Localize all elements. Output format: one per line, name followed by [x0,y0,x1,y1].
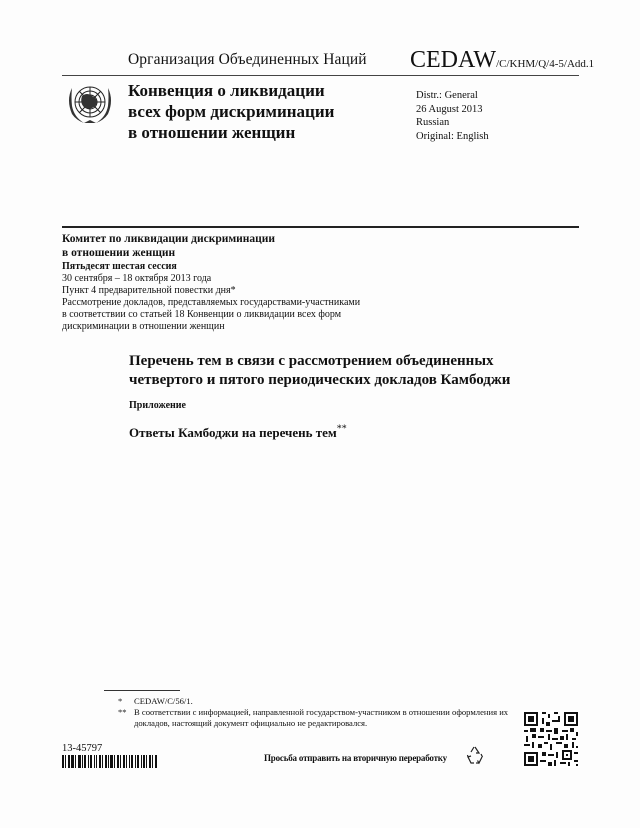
main-title-line: Перечень тем в связи с рассмотрением объединенных [129,353,494,369]
footnote [118,707,518,729]
answers-title-text: Ответы Камбоджи на перечень тем [129,425,337,440]
document-language: Russian [416,117,450,128]
document-symbol [410,47,594,77]
agenda-description-line: Рассмотрение докладов, представляемых государствами-участниками [62,297,361,308]
document-number: 13-45797 [62,743,103,754]
section-divider [62,226,579,228]
committee-title-line: Комитет по ликвидации дискриминации [62,233,276,245]
un-emblem-icon [62,80,118,126]
footnote-rule [104,690,180,691]
distribution-info [416,89,489,143]
qr-code-icon [522,710,580,768]
annex-label: Приложение [129,400,186,411]
main-title [129,352,529,389]
barcode-icon [62,755,172,768]
organization-name: Организация Объединенных Наций [128,51,367,68]
footnote-text: В соответствии с информацией, направленной государством-участником в отношении оформления их докладов, настоящий документ официально не редактировался. [134,707,509,728]
convention-title-line: всех форм дискриминации [128,102,335,121]
session-name: Пятьдесят шестая сессия [62,261,177,272]
convention-title-line: Конвенция о ликвидации [128,81,325,100]
document-date: 26 August 2013 [416,103,483,115]
document-symbol-suffix: /C/KHM/Q/4-5/Add.1 [496,58,595,70]
agenda-description-line: в соответствии со статьей 18 Конвенции о ликвидации всех форм [62,309,342,320]
footnote-text: CEDAW/C/56/1. [134,696,193,706]
committee-title-line: в отношении женщин [62,246,176,259]
document-symbol-main: CEDAW [410,47,497,73]
recycle-icon [465,745,485,765]
main-title-line: четвертого и пятого периодических докладов Камбоджи [129,371,511,388]
answers-title [129,425,347,441]
header-rule [62,75,579,76]
footnotes [118,696,518,729]
agenda-item: Пункт 4 предварительной повестки дня* [62,285,236,296]
distribution-type: Distr.: General [416,90,478,101]
committee-block [62,233,382,333]
footnote [118,696,518,707]
footnote-mark: ** [118,707,127,717]
convention-title [128,80,334,143]
original-language: Original: English [416,130,489,142]
convention-title-line: в отношении женщин [128,123,296,142]
session-dates: 30 сентября – 18 октября 2013 года [62,273,212,284]
footnote-mark: * [118,696,123,706]
footnote-ref[interactable]: ** [336,423,347,435]
agenda-description-line: дискриминации в отношении женщин [62,321,225,332]
recycle-notice: Просьба отправить на вторичную переработку [264,753,447,763]
